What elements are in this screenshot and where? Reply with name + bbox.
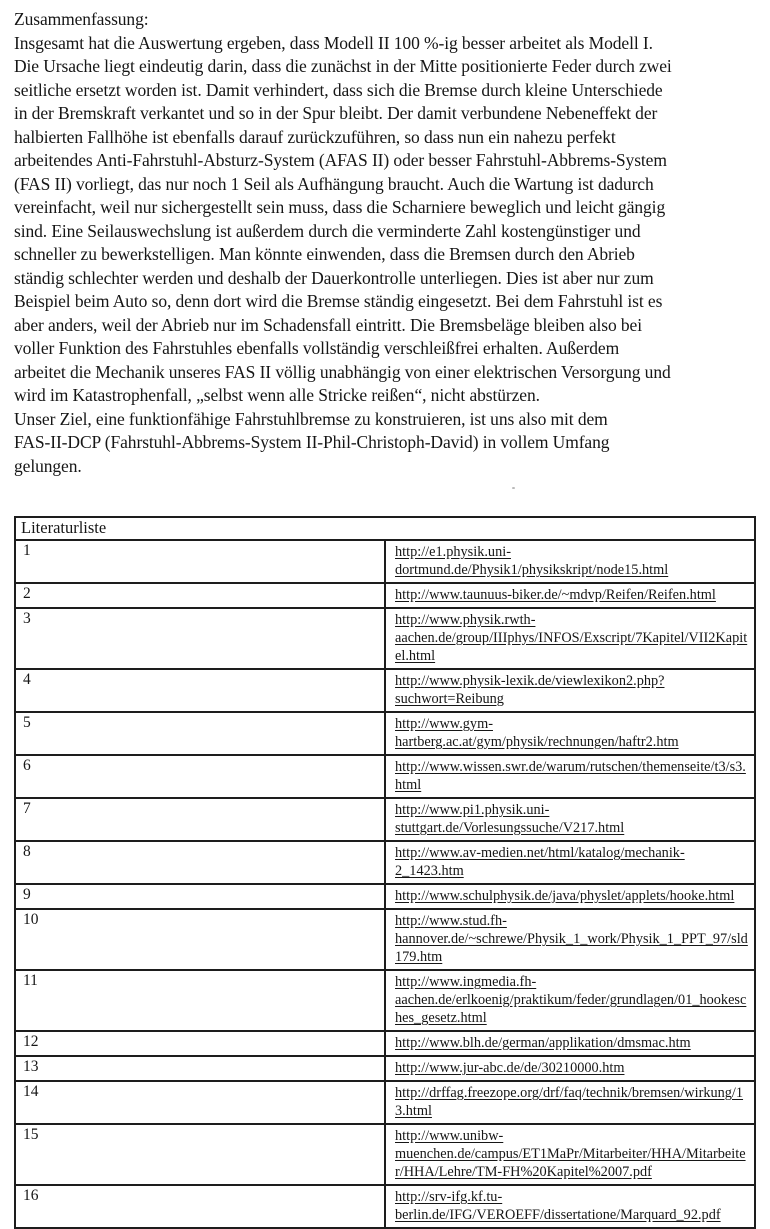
literature-row-number: 2 bbox=[15, 583, 385, 608]
literature-row bbox=[15, 1056, 755, 1081]
literature-link[interactable]: http://www.stud.fh-hannover.de/~schrewe/Physik_1_work/Physik_1_PPT_97/sld179.htm bbox=[395, 913, 748, 965]
summary-section bbox=[14, 8, 750, 478]
literature-row bbox=[15, 669, 755, 712]
literature-link[interactable]: http://www.wissen.swr.de/warum/rutschen/themenseite/t3/s3.html bbox=[395, 759, 746, 793]
literature-link[interactable]: http://www.unibw-muenchen.de/campus/ET1MaPr/Mitarbeiter/HHA/Mitarbeiter/HHA/Lehre/TM-FH%20Kapitel%2007.pdf bbox=[395, 1128, 746, 1180]
literature-row bbox=[15, 1081, 755, 1124]
literature-row-number: 13 bbox=[15, 1056, 385, 1081]
summary-line: Insgesamt hat die Auswertung ergeben, dass Modell II 100 %-ig besser arbeitet als Modell I. bbox=[14, 32, 653, 53]
literature-link[interactable]: http://www.taunuus-biker.de/~mdvp/Reifen/Reifen.html bbox=[395, 587, 716, 603]
literature-link[interactable]: http://drffag.freezope.org/drf/faq/technik/bremsen/wirkung/13.html bbox=[395, 1085, 744, 1119]
literature-row bbox=[15, 841, 755, 884]
literature-link[interactable]: http://www.gym-hartberg.ac.at/gym/physik/rechnungen/haftr2.htm bbox=[395, 716, 679, 750]
summary-line: ständig schlechter werden und deshalb der Dauerkontrolle unterliegen. Dies ist aber nur zum bbox=[14, 267, 654, 288]
literature-row bbox=[15, 583, 755, 608]
summary-line: in der Bremskraft verkantet und so in der Spur bleibt. Der damit verbundene Nebeneffekt der bbox=[14, 103, 658, 123]
literature-link[interactable]: http://www.av-medien.net/html/katalog/mechanik-2_1423.htm bbox=[395, 845, 685, 879]
literature-row-number: 14 bbox=[15, 1081, 385, 1124]
literature-table bbox=[14, 516, 756, 1229]
literature-row bbox=[15, 1031, 755, 1056]
literature-row bbox=[15, 540, 755, 583]
summary-line: aber anders, weil der Abrieb nur im Schadensfall eintritt. Die Bremsbeläge bleiben also bei bbox=[14, 314, 642, 335]
summary-heading: Zusammenfassung: bbox=[14, 9, 149, 29]
literature-link[interactable]: http://www.jur-abc.de/de/30210000.htm bbox=[395, 1060, 625, 1076]
summary-line: voller Funktion des Fahrstuhles ebenfalls vollständig verschleißfrei erhalten. Außerdem bbox=[14, 338, 620, 358]
literature-row-number: 7 bbox=[15, 798, 385, 841]
scan-artifact-dot bbox=[512, 487, 515, 489]
literature-link[interactable]: http://www.ingmedia.fh-aachen.de/erlkoenig/praktikum/feder/grundlagen/01_hookesches_gesetz.html bbox=[395, 974, 747, 1026]
literature-row bbox=[15, 970, 755, 1031]
summary-line: seitliche ersetzt worden ist. Damit verhindert, dass sich die Bremse durch kleine Unterschiede bbox=[14, 79, 663, 100]
summary-line: vereinfacht, weil nur sichergestellt sein muss, dass die Scharniere beweglich und leicht gängig bbox=[14, 197, 666, 217]
summary-line: halbierten Fallhöhe ist ebenfalls darauf zurückzuführen, so dass nun ein nahezu perfekt bbox=[14, 126, 616, 147]
summary-line: schneller zu bewerkstelligen. Man könnte einwenden, dass die Bremsen durch den Abrieb bbox=[14, 244, 635, 264]
literature-row-number: 6 bbox=[15, 755, 385, 798]
summary-line: sind. Eine Seilauswechslung ist außerdem durch die verminderte Zahl kostengünstiger und bbox=[14, 220, 641, 241]
summary-line: Unser Ziel, eine funktionfähige Fahrstuhlbremse zu konstruieren, ist uns also mit dem bbox=[14, 408, 608, 429]
literature-link[interactable]: http://www.schulphysik.de/java/physlet/applets/hooke.html bbox=[395, 888, 735, 904]
literature-table-header-row bbox=[15, 517, 755, 540]
literature-link[interactable]: http://www.physik.rwth-aachen.de/group/IIIphys/INFOS/Exscript/7Kapitel/VII2Kapitel.html bbox=[395, 612, 748, 664]
literature-row-number: 11 bbox=[15, 970, 385, 1031]
literature-row bbox=[15, 798, 755, 841]
literature-row bbox=[15, 909, 755, 970]
summary-line: Die Ursache liegt eindeutig darin, dass die zunächst in der Mitte positionierte Feder durch zwei bbox=[14, 56, 672, 76]
literature-link[interactable]: http://srv-ifg.kf.tu-berlin.de/IFG/VEROEFF/dissertatione/Marquard_92.pdf bbox=[395, 1189, 721, 1223]
literature-row bbox=[15, 712, 755, 755]
summary-line: FAS-II-DCP (Fahrstuhl-Abbrems-System II-Phil-Christoph-David) in vollem Umfang bbox=[14, 432, 610, 452]
literature-table-title: Literaturliste bbox=[15, 517, 755, 540]
summary-line: gelungen. bbox=[14, 455, 82, 476]
literature-row-number: 5 bbox=[15, 712, 385, 755]
literature-row-number: 12 bbox=[15, 1031, 385, 1056]
literature-row bbox=[15, 608, 755, 669]
literature-row-number: 3 bbox=[15, 608, 385, 669]
summary-line: wird im Katastrophenfall, „selbst wenn alle Stricke reißen“, nicht abstürzen. bbox=[14, 385, 540, 405]
literature-row bbox=[15, 1185, 755, 1228]
literature-link[interactable]: http://e1.physik.uni-dortmund.de/Physik1/physikskript/node15.html bbox=[395, 544, 669, 578]
literature-link[interactable]: http://www.blh.de/german/applikation/dmsmac.htm bbox=[395, 1035, 691, 1051]
literature-row bbox=[15, 1124, 755, 1185]
literature-row-number: 9 bbox=[15, 884, 385, 909]
literature-row-number: 10 bbox=[15, 909, 385, 970]
summary-line: (FAS II) vorliegt, das nur noch 1 Seil als Aufhängung braucht. Auch die Wartung ist dadurch bbox=[14, 173, 654, 194]
summary-line: Beispiel beim Auto so, denn dort wird die Bremse ständig eingesetzt. Bei dem Fahrstuhl ist es bbox=[14, 291, 663, 311]
literature-row-number: 15 bbox=[15, 1124, 385, 1185]
summary-line: arbeitendes Anti-Fahrstuhl-Absturz-System (AFAS II) oder besser Fahrstuhl-Abbrems-System bbox=[14, 150, 667, 170]
literature-link[interactable]: http://www.pi1.physik.uni-stuttgart.de/Vorlesungssuche/V217.html bbox=[395, 802, 625, 836]
literature-row-number: 1 bbox=[15, 540, 385, 583]
literature-row-number: 4 bbox=[15, 669, 385, 712]
literature-row bbox=[15, 755, 755, 798]
literature-row-number: 8 bbox=[15, 841, 385, 884]
literature-row-number: 16 bbox=[15, 1185, 385, 1228]
summary-line: arbeitet die Mechanik unseres FAS II völlig unabhängig von einer elektrischen Versorgung und bbox=[14, 361, 671, 382]
literature-link[interactable]: http://www.physik-lexik.de/viewlexikon2.php?suchwort=Reibung bbox=[395, 673, 665, 707]
